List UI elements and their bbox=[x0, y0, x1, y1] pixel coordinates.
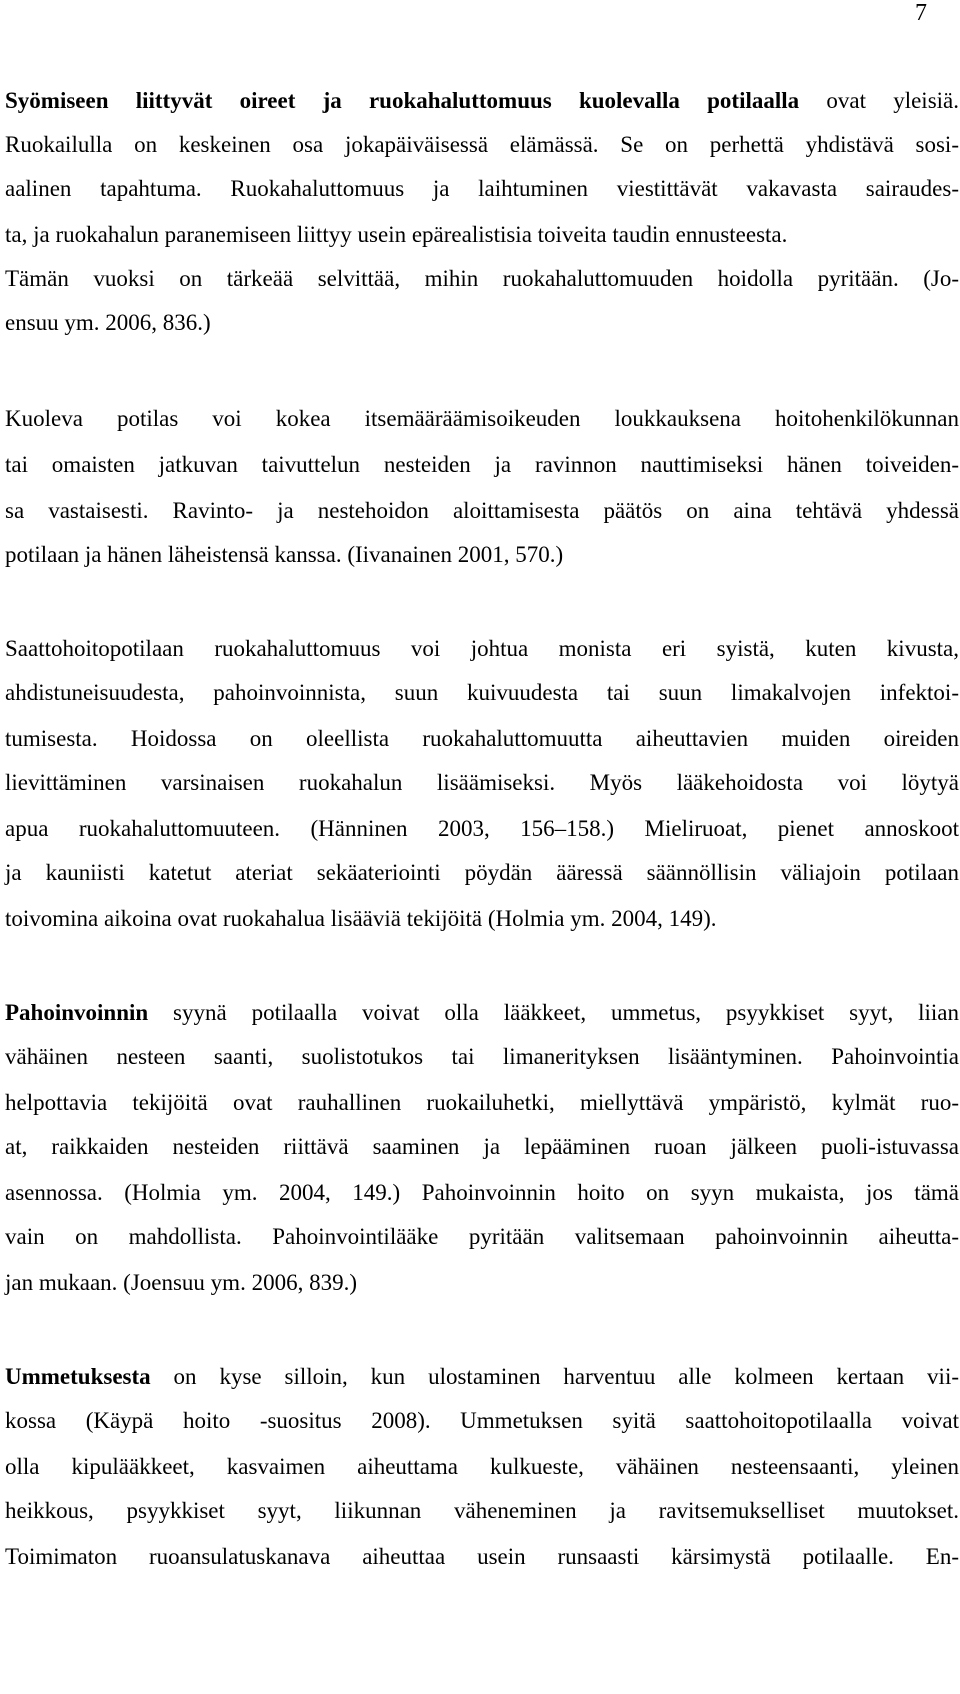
text-segment: olla kipulääkkeet, kasvaimen aiheuttama kulkueste, vähäinen nesteensaanti, yleinen bbox=[5, 1454, 959, 1479]
text-segment: heikkous, psyykkiset syyt, liikunnan väheneminen ja ravitsemukselliset muutokset. bbox=[5, 1498, 959, 1523]
paragraph-2-line-3 bbox=[5, 497, 959, 525]
text-segment: ovat yleisiä. bbox=[799, 88, 959, 113]
paragraph-4-line-5 bbox=[5, 1179, 959, 1207]
paragraph-2-line-2 bbox=[5, 451, 959, 479]
paragraph-2-line-4 bbox=[5, 541, 563, 569]
text-segment: Tämän vuoksi on tärkeää selvittää, mihin ruokahaluttomuuden hoidolla pyritään. (Jo- bbox=[5, 266, 959, 291]
paragraph-4-line-7 bbox=[5, 1269, 357, 1297]
text-segment: tumisesta. Hoidossa on oleellista ruokahaluttomuutta aiheuttavien muiden oireiden bbox=[5, 726, 959, 751]
text-segment: asennossa. (Holmia ym. 2004, 149.) Pahoinvoinnin hoito on syyn mukaista, jos tämä bbox=[5, 1180, 959, 1205]
paragraph-1-line-4 bbox=[5, 221, 787, 249]
text-segment: vähäinen nesteen saanti, suolistotukos tai limanerityksen lisääntyminen. Pahoinvointia bbox=[5, 1044, 959, 1069]
paragraph-3-line-7 bbox=[5, 905, 717, 933]
text-segment: kossa (Käypä hoito -suositus 2008). Ummetuksen syitä saattohoitopotilaalla voivat bbox=[5, 1408, 959, 1433]
paragraph-5-line-3 bbox=[5, 1453, 959, 1481]
page-number: 7 bbox=[915, 0, 927, 26]
paragraph-3-line-2 bbox=[5, 679, 959, 707]
text-segment: lievittäminen varsinaisen ruokahalun lisäämiseksi. Myös lääkehoidosta voi löytyä bbox=[5, 770, 959, 795]
text-segment: syynä potilaalla voivat olla lääkkeet, ummetus, psyykkiset syyt, liian bbox=[148, 1000, 959, 1025]
text-segment: vain on mahdollista. Pahoinvointilääke pyritään valitsemaan pahoinvoinnin aiheutta- bbox=[5, 1224, 959, 1249]
paragraph-3-line-1 bbox=[5, 635, 959, 663]
paragraph-5-line-2 bbox=[5, 1407, 959, 1435]
text-segment: Kuoleva potilas voi kokea itsemääräämisoikeuden loukkauksena hoitohenkilökunnan bbox=[5, 406, 959, 431]
text-segment: apua ruokahaluttomuuteen. (Hänninen 2003, 156–158.) Mieliruoat, pienet annoskoot bbox=[5, 816, 959, 841]
text-segment: at, raikkaiden nesteiden riittävä saaminen ja lepääminen ruoan jälkeen puoli-istuvassa bbox=[5, 1134, 959, 1159]
text-segment: sa vastaisesti. Ravinto- ja nestehoidon aloittamisesta päätös on aina tehtävä yhdessä bbox=[5, 498, 959, 523]
text-segment: Ummetuksesta bbox=[5, 1364, 151, 1389]
text-segment: ja kauniisti katetut ateriat sekäateriointi pöydän ääressä säännöllisin väliajoin potilaan bbox=[5, 860, 959, 885]
paragraph-1-line-3 bbox=[5, 175, 959, 203]
paragraph-1-line-5 bbox=[5, 265, 959, 293]
text-segment: on kyse silloin, kun ulostaminen harventuu alle kolmeen kertaan vii- bbox=[150, 1364, 959, 1389]
text-segment: toivomina aikoina ovat ruokahalua lisääviä tekijöitä (Holmia ym. 2004, 149). bbox=[5, 906, 717, 931]
paragraph-3-line-4 bbox=[5, 769, 959, 797]
text-segment: tai omaisten jatkuvan taivuttelun nesteiden ja ravinnon nauttimiseksi hänen toiveiden- bbox=[5, 452, 959, 477]
text-segment: Ruokailulla on keskeinen osa jokapäiväisessä elämässä. Se on perhettä yhdistävä sosi- bbox=[5, 132, 959, 157]
paragraph-5-line-1 bbox=[5, 1363, 959, 1391]
paragraph-4-line-6 bbox=[5, 1223, 959, 1251]
paragraph-4-line-2 bbox=[5, 1043, 959, 1071]
text-segment: ensuu ym. 2006, 836.) bbox=[5, 310, 211, 335]
paragraph-4-line-1 bbox=[5, 999, 959, 1027]
text-segment: helpottavia tekijöitä ovat rauhallinen ruokailuhetki, miellyttävä ympäristö, kylmät ruo- bbox=[5, 1090, 959, 1115]
paragraph-1-line-6 bbox=[5, 309, 211, 337]
text-segment: aalinen tapahtuma. Ruokahaluttomuus ja laihtuminen viestittävät vakavasta sairaudes- bbox=[5, 176, 959, 201]
text-segment: ta, ja ruokahalun paranemiseen liittyy usein epärealistisia toiveita taudin ennusteesta. bbox=[5, 222, 788, 247]
paragraph-3-line-5 bbox=[5, 815, 959, 843]
text-segment: ahdistuneisuudesta, pahoinvoinnista, suun kuivuudesta tai suun limakalvojen infektoi- bbox=[5, 680, 959, 705]
text-segment: potilaan ja hänen läheistensä kanssa. (Iivanainen 2001, 570.) bbox=[5, 542, 564, 567]
paragraph-4-line-3 bbox=[5, 1089, 959, 1117]
paragraph-2-line-1 bbox=[5, 405, 959, 433]
paragraph-5-line-4 bbox=[5, 1497, 959, 1525]
text-segment: Saattohoitopotilaan ruokahaluttomuus voi johtua monista eri syistä, kuten kivusta, bbox=[5, 636, 959, 661]
paragraph-1-line-2 bbox=[5, 131, 959, 159]
text-segment: Toimimaton ruoansulatuskanava aiheuttaa usein runsaasti kärsimystä potilaalle. En- bbox=[5, 1544, 959, 1569]
text-segment: Pahoinvoinnin bbox=[5, 1000, 149, 1025]
text-segment: Syömiseen liittyvät oireet ja ruokahaluttomuus kuolevalla potilaalla bbox=[5, 88, 800, 113]
paragraph-3-line-3 bbox=[5, 725, 959, 753]
text-segment: jan mukaan. (Joensuu ym. 2006, 839.) bbox=[5, 1270, 357, 1295]
paragraph-5-line-5 bbox=[5, 1543, 959, 1571]
paragraph-3-line-6 bbox=[5, 859, 959, 887]
paragraph-4-line-4 bbox=[5, 1133, 959, 1161]
paragraph-1-line-1 bbox=[5, 87, 959, 115]
